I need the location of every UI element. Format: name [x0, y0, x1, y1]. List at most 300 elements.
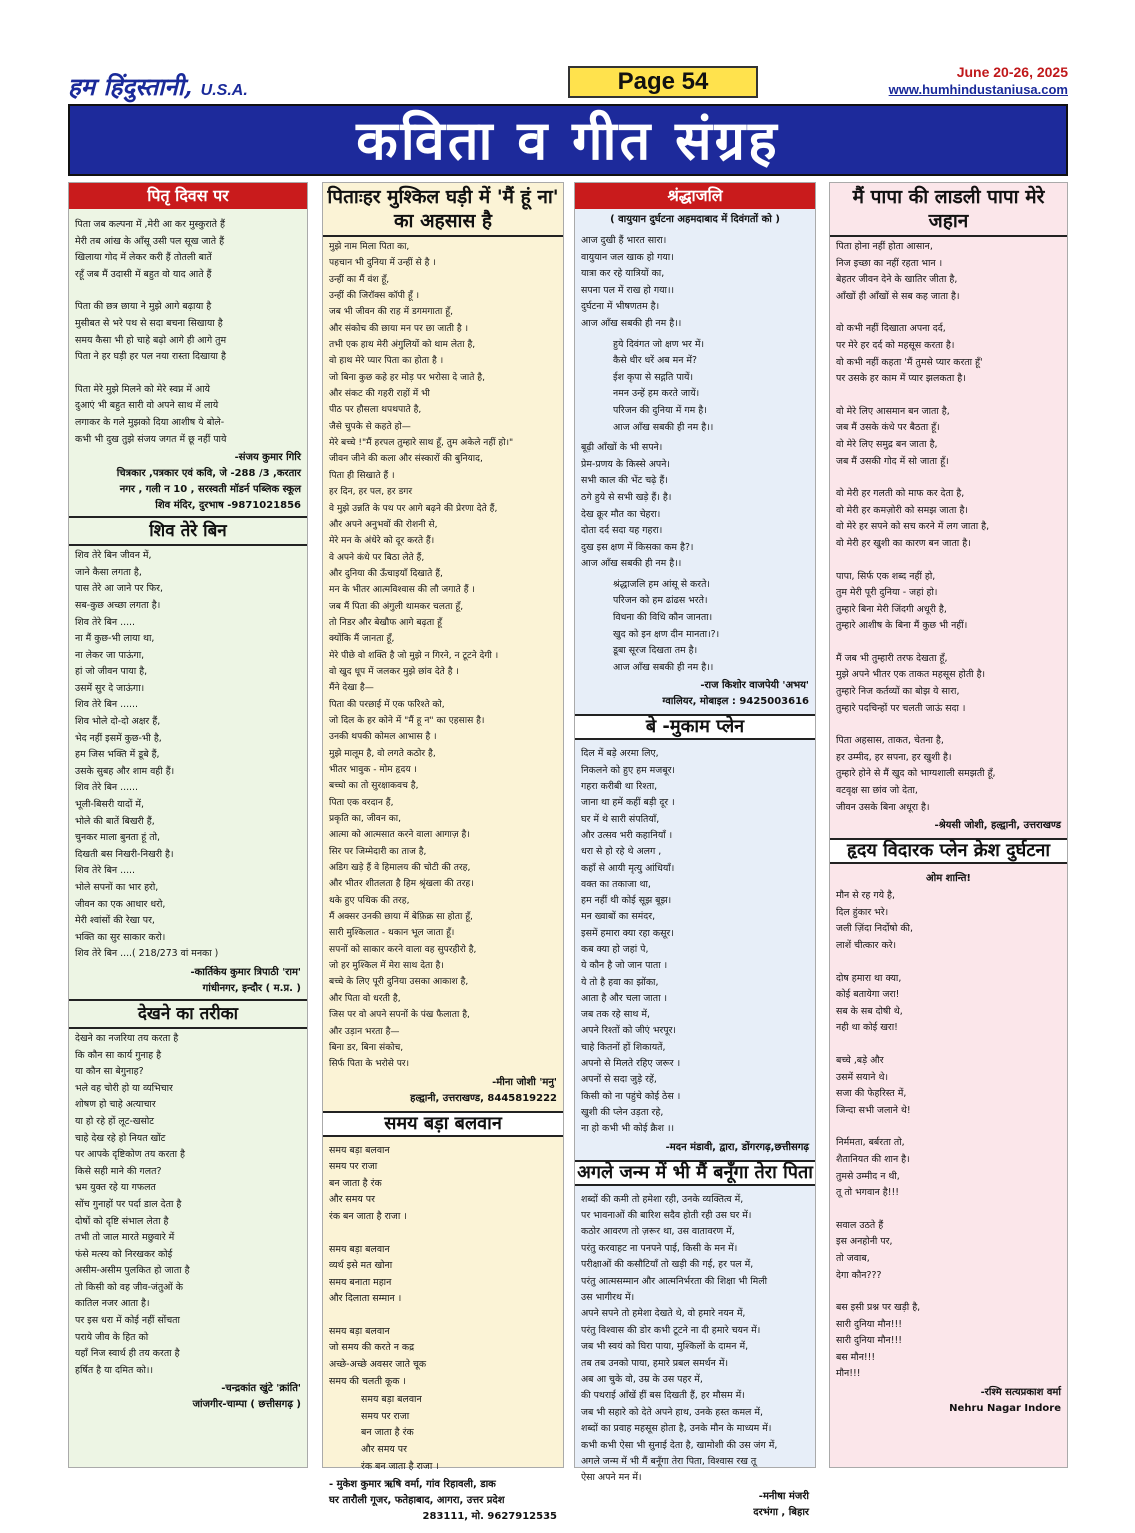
poem-line: तो निडर और बेखौफ आगे बढ़ता हूँ	[329, 617, 442, 628]
poem-line: जो हर मुश्किल में मेरा साथ देता है।	[329, 961, 444, 972]
poem-line: वटवृक्ष सा छांव जो देता,	[836, 785, 918, 797]
poem-line: उसमें सयाने थे।	[836, 1071, 888, 1083]
poem-author: -मनीषा मंजरी	[758, 1490, 809, 1502]
poem-line: तुमसे उम्मीद न थी,	[836, 1170, 900, 1182]
poem-line: दिल में बड़े अरमा लिए,	[581, 748, 659, 760]
poem-line: दुर्घटना में भीषणतम है।	[581, 301, 660, 313]
poem-line: खुद को इन क्षण दीन मानता।?।	[613, 628, 720, 640]
stanza-gap	[329, 1308, 557, 1324]
poem-line: तुम्हारे निज कर्तव्यों का बोझ ये सारा,	[836, 686, 960, 698]
author-place: दरभंगा , बिहार	[753, 1506, 809, 1518]
poem-line: पिता ने हर घड़ी हर पल नया रास्ता दिखाया है	[75, 351, 226, 363]
poem-line: जाने कैसा लगता है,	[75, 566, 142, 578]
poem-line: पिता एक वरदान हैं,	[329, 797, 394, 808]
poem-line: भले वह चोरी हो या व्यभिचार	[75, 1082, 173, 1094]
poem-line: परीक्षाओं की कसौटियाँ तो खड़ी की गई, हर पल में,	[581, 1259, 754, 1271]
poem-line: देगा कौन???	[836, 1269, 882, 1281]
poem-title: देखने का तरीका	[69, 999, 307, 1029]
top-bar	[68, 62, 1068, 100]
author-place: गांधीनगर, इन्दौर ( म.प्र. )	[202, 982, 301, 994]
poem-line: उन्हीं की जिरॉक्स कॉपी हूँ ।	[329, 291, 420, 302]
poem-line: किसे सही माने की गलत?	[75, 1165, 162, 1177]
poem-line: जो बिना कुछ कहे हर मोड़ पर भरोसा दे जाते है,	[329, 372, 486, 383]
poem-line: हर्षित है या दमित को।।	[75, 1364, 154, 1376]
poem-line: लाशें चीत्कार करे।	[836, 940, 897, 951]
poem-line: भीतर भावुक - मोम हृदय ।	[329, 765, 417, 775]
poem-line: शैतानियत की शान है।	[836, 1153, 910, 1165]
issue-date: June 20-26, 2025	[956, 64, 1068, 80]
poem-line: मुझे नाम मिला पिता का,	[329, 242, 410, 252]
poem-line: तुम मेरी पूरी दुनिया - जहां हो।	[836, 587, 938, 599]
poem-line: परंतु करवाहट ना पनपने पाई, किसी के मन में।	[581, 1242, 738, 1254]
poem-line: फंसे मत्स्य को निरखकर कोई	[75, 1248, 173, 1260]
poem-line: जली ज़िंदा निर्दोषो की,	[836, 923, 913, 935]
poem-line: और संकट की गहरी राहों में भी	[329, 389, 430, 400]
poem-line: शिव तेरे बिन ....( 218/273 वां मनका )	[75, 948, 219, 960]
poem-line: दिखती बस निखरी-निखरी है।	[75, 848, 174, 860]
poem-title: अगले जन्म में भी मैं बनूँगा तेरा पिता	[575, 1160, 815, 1186]
poem-line: भोले की बातें बिखरी हैं,	[75, 815, 155, 827]
poem-line: ना हो कभी भी कोई क्रैश ।।	[581, 1123, 675, 1135]
poem-line: अपनो से मिलते रहिए जरूर ।	[581, 1058, 681, 1070]
poem-title: श्रंद्धाजलि	[575, 183, 815, 209]
poem-line: जब मैं उसकी गोद में सो जाता हूँ।	[836, 455, 949, 467]
author-place: Nehru Nagar Indore	[949, 1403, 1061, 1415]
poem-line: मन ख्वाबों का समंदर,	[581, 911, 656, 923]
poem-line: पहचान भी दुनिया में उन्हीं से है ।	[329, 258, 436, 269]
poem-line: हम नहीं थी कोई सूझ बूझ।	[581, 895, 672, 907]
poem-line: मौन!!!	[836, 1368, 861, 1380]
poem-line: हम जिस भक्ति में डूबे हैं,	[75, 749, 160, 761]
poem-line: दिल हुंकार भरे।	[836, 906, 889, 918]
poem-line: मैं जब भी तुम्हारी तरफ देखता हूँ,	[836, 652, 948, 664]
poem-line: पीठ पर हौसला थपथपाते है,	[329, 405, 422, 416]
poem-line: जीवन का एक आधार धरो,	[75, 898, 166, 910]
poem-title: बे -मुकाम प्लेन	[575, 714, 815, 740]
poem-line: तब तब उनको पाया, हमारे प्रबल समर्थन में।	[581, 1357, 729, 1369]
poem-author: -मीना जोशी 'मनु'	[492, 1076, 557, 1088]
stanza-gap	[836, 470, 1061, 486]
poem-line: पिता ही सिखाते हैं ।	[329, 470, 395, 481]
poem-line: शिव तेरे बिन .....	[75, 865, 136, 877]
poem-line: और दिलाता सम्मान ।	[329, 1293, 402, 1305]
poem-author: -चन्द्रकांत खुंटे 'क्रांति'	[221, 1383, 301, 1395]
poem-line: पिता की छत्र छाया ने मुझे आगे बढ़ाया है	[75, 301, 212, 313]
poem-line: जिस पर वो अपने सपनों के पंख फैलाता है,	[329, 1010, 470, 1021]
poem-line: मेरे पीछे वो शक्ति है जो मुझे न गिरने, न टूटने देगी ।	[329, 650, 499, 661]
author-credit: 283111, मो. 9627912535	[422, 1511, 557, 1523]
poem-body	[323, 1141, 563, 1393]
poem-line: और उत्सव भरी कहानियाँ ।	[581, 829, 673, 841]
poem-line: बिना डर, बिना संकोच,	[329, 1042, 404, 1053]
poem-line: लगाकर के गले मुझको दिया आशीष ये बोले-	[75, 416, 225, 428]
stanza-gap	[75, 366, 301, 382]
poem-line: जाना था हमें कहीं बड़ी दूर ।	[581, 797, 675, 809]
poem-line: इस अनहोनी पर,	[836, 1236, 893, 1248]
author-place: हल्द्वानी, उत्तराखण्ड, 8445819222	[410, 1092, 557, 1104]
author-credit: - मुकेश कुमार ऋषि वर्मा, गांव रिहावली, डाक	[329, 1479, 496, 1491]
poem-body	[69, 546, 307, 965]
stanza-gap	[836, 1202, 1061, 1218]
poem-line: नमन उन्हें हम करते जायें।	[613, 388, 700, 400]
poem-line: जब भी जीवन की राह में डगमगाता हूँ,	[329, 307, 453, 318]
poem-line: निर्ममता, बर्बरता तो,	[836, 1137, 905, 1149]
column-4	[829, 182, 1068, 1468]
stanza-gap	[836, 305, 1061, 321]
poem-line: आत्मा को आत्मसात करने वाला आगाज़ है।	[329, 830, 470, 841]
poem-line: परंतु विश्वास की डोर कभी टूटने ना दी हमारे चयन में।	[581, 1324, 761, 1336]
stanza-gap	[836, 955, 1061, 971]
poem-line: कब क्या हो जहां पे,	[581, 944, 649, 955]
poem-line: जब मैं पिता की अंगुली थामकर चलता हूँ,	[329, 601, 464, 612]
poem-line: सोंच गुनाहों पर पर्दा डाल देता है	[75, 1198, 182, 1210]
poem-line: यहाँ निज स्वार्थ ही तय करता है	[75, 1348, 180, 1360]
poem-line: तुम्हारे बिना मेरी जिंदगी अधूरी है,	[836, 603, 947, 615]
poem-line: क्योंकि मैं जानता हूँ,	[329, 634, 395, 645]
poem-title: मैं पापा की लाडली पापा मेरे जहान	[830, 183, 1067, 237]
poem-line: पास तेरे आ जाने पर फिर,	[75, 583, 163, 595]
poem-line: ईश कृपा से सद्गति पायें।	[613, 371, 694, 383]
poem-line: या हो रहे हों लूट-खसोट	[75, 1115, 155, 1127]
poem-line: मुसीबत से भरे पथ से सदा बचना सिखाया है	[75, 317, 223, 329]
poem-line: उन्हीं का मैं वंश हूँ,	[329, 274, 390, 285]
poem-line: भोले सपनों का भार हरो,	[75, 882, 159, 893]
poem-line: पर भावनाओं की बारिश सदैव होती रही उस घर में।	[581, 1209, 752, 1221]
column-1	[68, 182, 308, 1468]
poem-line: ना लेकर जा पाऊंगा,	[75, 649, 145, 661]
poem-line: चुनकर माला बुनता हूं तो,	[75, 832, 160, 844]
poem-line: दोषों को दृष्टि संभाल लेता है	[75, 1215, 169, 1227]
poem-line: आँखों ही आँखों से सब कह जाता है।	[836, 290, 960, 302]
poem-line: और अपने अनुभवों की रोशनी से,	[329, 519, 438, 530]
author-credit: घर तारौली गूजर, फतेहाबाद, आगरा, उत्तर प्रदेश	[329, 1495, 505, 1507]
poem-line: आज आँख सबकी ही नम है।।	[581, 317, 682, 329]
page-number: Page 54	[568, 66, 758, 98]
poem-line: वो कभी नहीं कहता 'मैं तुमसे प्यार करता हूँ'	[836, 356, 983, 368]
poem-line: उनकी थपकी कोमल आभास है ।	[329, 732, 437, 743]
poem-title: हृदय विदारक प्लेन क्रेश दुर्घटना	[830, 838, 1067, 864]
poem-line: रहूँ जब मैं उदासी में बहुत वो याद आते हैं	[75, 268, 212, 280]
poem-line: समय बड़ा बलवान	[329, 1325, 390, 1337]
poem-line: जीवन जीने की कला और संस्कारों की बुनियाद,	[329, 454, 483, 465]
poem-line: कि कौन सा कार्य गुनाह है	[75, 1049, 162, 1061]
poem-line: वो कभी नहीं दिखाता अपना दर्द,	[836, 323, 946, 335]
poem-line: चाहे कितनों हों शिकायतें,	[581, 1041, 666, 1053]
poem-line: भ्रम युक्त रहे या गफलत	[75, 1182, 156, 1194]
poem-line: वक्त का तकाजा था,	[581, 878, 651, 890]
poem-line: घर में थे सारी संपतियाँ,	[581, 813, 660, 825]
poem-line: वो मेरी हर गलती को माफ कर देता है,	[836, 488, 965, 500]
poem-line: पिता जब कल्पना में ,मेरी आ कर मुस्कुराते हैं	[75, 219, 225, 230]
poem-line: जो समय की करते न कद्र	[329, 1342, 415, 1354]
poem-line: सिर्फ पिता के भरोसे पर।	[329, 1059, 410, 1070]
poem-line: बस मौन!!!	[836, 1351, 876, 1363]
poem-line: वो मेरे लिए समुद्र बन जाता है,	[836, 438, 938, 450]
poem-line: मेरी तब आंख के आँसू उसी पल सूख जाते हैं	[75, 235, 225, 247]
poem-line: मैं अक्सर उनकी छाया में बेफ़िक्र सा होता हूँ,	[329, 912, 473, 923]
stanza-gap	[75, 283, 301, 299]
author-credit: चित्रकार ,पत्रकार एवं कवि, जे -288 /3 ,करतार	[116, 468, 301, 480]
poem-line: खिलाया गोद में लेकर करी हैं तोतली बातें	[75, 252, 212, 264]
poem-line: पिता होना नहीं होता आसान,	[836, 241, 933, 252]
poem-body	[830, 237, 1067, 818]
poem-line: जैसे चुपके से कहते हो—	[329, 421, 411, 432]
poem-line: समय बड़ा बलवान	[361, 1394, 422, 1406]
poem-line: सभी काल की भेंट चढ़े हैं।	[581, 475, 668, 487]
poem-line: सारी दुनिया मौन!!!	[836, 1335, 902, 1347]
poem-line: अपने रिश्तों को जीएं भरपूर।	[581, 1025, 676, 1037]
poem-line: सजा की फेहरिस्त में,	[836, 1088, 907, 1100]
poem-line: वो मेरे हर सपने को सच करने में लग जाता है,	[836, 521, 990, 533]
poem-line: वो हाथ मेरे प्यार पिता का होता है ।	[329, 356, 444, 367]
poem-line: पापा, सिर्फ एक शब्द नहीं हो,	[836, 570, 936, 582]
poem-line: श्रंद्धाजलि हम आंसू से करते।	[613, 578, 710, 590]
poem-author: -रश्मि सत्यप्रकाश वर्मा	[980, 1387, 1061, 1399]
poem-line: नही था कोई खरा!	[836, 1022, 898, 1034]
poem-line: बूढ़ी आँखों के भी सपने।	[581, 442, 663, 454]
poem-line: मेरे बच्चे !"मैं हरपल तुम्हारे साथ हूँ, तुम अकेले नहीं हो।"	[329, 438, 514, 449]
poem-line: वो मेरी हर खुशी का कारण बन जाता है।	[836, 537, 971, 549]
poem-line: आज आँख सबकी ही नम है।।	[613, 661, 714, 673]
stanza-gap	[836, 635, 1061, 651]
poem-line: प्रकृति का, जीवन का,	[329, 814, 402, 825]
poem-line: शब्दों का प्रवाह महसूस होता है, उनके मौन के माध्यम में।	[581, 1423, 772, 1435]
poem-line: शिव तेरे बिन ......	[75, 699, 138, 711]
poem-line: वो मेरे लिए आसमान बन जाता है,	[836, 405, 950, 417]
section-banner: कविता व गीत संग्रह	[68, 104, 1068, 176]
poem-line: कभी भी दुख तुझे संजय जगत में छू नहीं पाये	[75, 433, 227, 445]
poem-line: और संकोच की छाया मन पर छा जाती है ।	[329, 323, 469, 334]
poem-line: निकलने को हुए हम मजबूर।	[581, 764, 675, 776]
poem-line: और दुनिया की ऊँचाइयाँ दिखाते हैं,	[329, 568, 443, 579]
poem-line: पर आपके दृष्टिकोण तय करता है	[75, 1149, 186, 1161]
poem-line: कहाँ से आयी मृत्यु आंधियाँ।	[581, 862, 675, 874]
poem-line: तुम्हारे आशीष के बिना मैं कुछ भी नहीं।	[836, 620, 968, 632]
poem-body	[575, 227, 815, 335]
poem-body	[575, 438, 815, 575]
poem-line: बच्चे ,बड़े और	[836, 1054, 884, 1066]
poem-line: वे अपने कंधे पर बिठा लेते हैं,	[329, 552, 425, 563]
poem-line: परंतु आत्मसम्मान और आत्मनिर्भरता की शिक्षा भी मिली	[581, 1275, 768, 1287]
poem-line: अगले जन्म में भी मैं बनूँगा तेरा पिता, विश्वास रख तू	[581, 1456, 757, 1468]
poem-line: हर उम्मीद, हर सपना, हर खुशी है।	[836, 751, 952, 763]
poem-line: दोता दर्द सदा यह गहरा।	[581, 525, 663, 537]
website-link[interactable]: www.humhindustaniusa.com	[888, 82, 1068, 97]
poem-line: हर दिन, हर पल, हर डगर	[329, 487, 413, 498]
poem-line: अच्छे-अच्छे अवसर जाते चूक	[329, 1359, 427, 1371]
author-place: जांजगीर-चाम्पा ( छत्तीसगढ़ )	[192, 1399, 301, 1411]
author-place: ग्वालियर, मोबाइल : 9425003616	[662, 696, 809, 708]
poem-author: -मदन मंडावी, द्वारा, डोंगरगढ़,छत्तीसगढ़	[665, 1141, 809, 1153]
poem-line: बच्चो का तो सुरक्षाकवच है,	[329, 781, 419, 792]
poem-line: ये तो है हवा का झोंका,	[581, 976, 659, 988]
poem-line: आता है और चला जाता ।	[581, 992, 668, 1004]
poem-line: जब मैं उसके कंधे पर बैठता हूँ।	[836, 422, 940, 434]
poem-line: खुशी की प्लेन उड़ता रहे,	[581, 1106, 664, 1118]
poem-line: सवाल उठते हैं	[836, 1219, 884, 1231]
poem-line: भक्ति का सुर साकार करो।	[75, 931, 166, 943]
poem-line: रंक बन जाता है राजा ।	[361, 1460, 439, 1472]
poem-line: मन के भीतर आत्मविश्वास की लौ जगाते हैं ।	[329, 585, 475, 596]
poem-line: समय पर राजा	[329, 1161, 378, 1173]
poem-line: सब के सब दोषी थे,	[836, 1005, 903, 1017]
poem-line: सपना पल में राख हो गया।।	[581, 284, 675, 296]
poem-line: निज इच्छा का नहीं रहता भान ।	[836, 257, 943, 269]
poem-line: और समय पर	[361, 1444, 407, 1456]
poem-line: ऐसा अपने मन में।	[581, 1472, 642, 1484]
poem-line: वायुयान जल खाक हो गया।	[581, 251, 674, 263]
poem-line: आज दुखी हैं भारत सारा।	[581, 235, 667, 246]
poem-line: सिर पर जिम्मेदारी का ताज है,	[329, 846, 427, 857]
poem-line: डूबा सूरज दिखता तम है।	[613, 645, 698, 657]
poem-line: प्रेम-प्रणय के किस्से अपने।	[581, 458, 670, 470]
poem-line: इसमें हमारा क्या रहा कसूर।	[581, 927, 674, 939]
poem-line: पर उसके हर काम में प्यार झलकता है।	[836, 373, 966, 385]
poem-line: किसी को ना पहुंचे कोई ठेस ।	[581, 1090, 681, 1102]
poem-author: -संजय कुमार गिरि	[234, 452, 301, 464]
poem-line: व्यर्थ इसे मत खोना	[329, 1260, 393, 1272]
poem-line: पिता मेरे मुझे मिलने को मेरे स्वप्न में आये	[75, 383, 210, 395]
poem-author: -राज किशोर वाजपेयी 'अभय'	[700, 680, 809, 692]
poem-line: शब्दों की कमी तो हमेशा रही, उनके व्यक्तित्व में,	[581, 1193, 744, 1205]
poem-author: -श्रेयसी जोशी, हल्द्वानी, उत्तराखण्ड	[934, 820, 1061, 832]
poem-line: और भीतर शीतलता है हिम श्रृंखला की तरह।	[329, 879, 474, 890]
poem-line: शिव तेरे बिन ......	[75, 782, 138, 794]
poem-line: थके हुए पथिक की तरह,	[329, 895, 410, 906]
poem-line: समय पर राजा	[361, 1410, 410, 1422]
poem-line: यात्रा कर रहे यात्रियों का,	[581, 268, 665, 280]
poem-line: अडिग खड़े हैं वे हिमालय की चोटी की तरह,	[329, 863, 471, 874]
poem-line: शोषण हो चाहे अत्याचार	[75, 1099, 156, 1111]
poem-line: उस भागीरथ में।	[581, 1292, 635, 1303]
poem-subtitle: ओम शान्ति!	[925, 873, 971, 885]
poem-line: देख क्रूर मौत का चेहरा।	[581, 508, 661, 520]
poem-line: कैसे धीर धरें अब मन में?	[613, 355, 697, 367]
poem-line: विधना की विधि कौन जानता।	[613, 612, 713, 624]
poem-line: सारी मुश्किलात - थकान भूल जाता हूँ।	[329, 928, 455, 939]
poem-line: कभी कभी ऐसा भी सुनाई देता है, खामोशी की उस जंग में,	[581, 1439, 778, 1451]
poem-title: समय बड़ा बलवान	[323, 1111, 563, 1137]
poem-line: ये कौन है जो जान पाता ।	[581, 960, 668, 972]
poem-line: तुम्हारे पदचिन्हों पर चलती जाऊं सदा ।	[836, 702, 966, 714]
stanza-gap	[836, 1119, 1061, 1135]
poem-line: दुआएं भी बहुत सारी वो अपने साथ में लाये	[75, 400, 219, 412]
poem-line: हुये दिवंगत जो क्षण भर में।	[613, 338, 705, 350]
poem-line: गहरा करीबी था रिश्ता,	[581, 781, 658, 793]
poem-body-indented	[575, 335, 815, 439]
poem-line: जिन्दा सभी जलाने थे!	[836, 1104, 911, 1116]
stanza-gap	[836, 553, 1061, 569]
poem-line: तभी एक हाथ मेरी अंगुलियों को थाम लेता है,	[329, 340, 476, 351]
poem-line: सपनों को साकार करने वाला वह सुपरहीरो है,	[329, 944, 477, 955]
poem-line: वो मेरी हर कमज़ोरी को समझ जाता है।	[836, 504, 968, 516]
poem-line: कठोर आवरण तो ज़रूर था, उस वातावरण में,	[581, 1226, 735, 1238]
poem-line: पिता अहसास, ताकत, चेतना है,	[836, 735, 944, 747]
poem-line: परिजन की दुनिया में गम है।	[613, 404, 707, 416]
poem-line: समय बड़ा बलवान	[329, 1144, 390, 1156]
poem-title: शिव तेरे बिन	[69, 516, 307, 546]
poem-line: देखने का नजरिया तय करता है	[75, 1032, 179, 1044]
poem-line: उसके सुबह और शाम वही हैं।	[75, 765, 175, 777]
poem-line: परिजन को हम ढांढस भरते।	[613, 595, 708, 607]
poem-line: समय की चलती कूक ।	[329, 1375, 406, 1387]
poem-line: उसमें सुर दे जाऊंगा।	[75, 682, 145, 694]
poem-line: तभी तो जाल मारते मछुवारे में	[75, 1232, 175, 1244]
poem-line: ठगे हुये से सभी खड़े हैं। है।	[581, 491, 672, 503]
stanza-gap	[836, 388, 1061, 404]
poem-line: अपनों से सदा जुड़े रहें,	[581, 1074, 657, 1086]
poem-line: आज आँख सबकी ही नम है।।	[613, 421, 714, 433]
poem-body	[323, 237, 563, 1075]
poem-author: -कार्तिकेय कुमार त्रिपाठी 'राम'	[190, 966, 301, 978]
poem-line: वो खुद धूप में जलकर मुझे छांव देते है ।	[329, 666, 459, 677]
poem-title: पिताःहर मुश्किल घड़ी में 'मैं हूं ना' का अहसास है	[323, 183, 563, 237]
poem-body	[575, 1190, 815, 1489]
poem-line: असीम-असीम पुलकित हो जाता है	[75, 1265, 190, 1277]
poem-line: कातिल नजर आता है।	[75, 1298, 150, 1310]
poem-subtitle: ( वायुयान दुर्घटना अहमदाबाद में दिवंगतों को )	[610, 214, 780, 225]
poem-body	[69, 209, 307, 450]
author-credit: नगर , गली न 10 , सरस्वती मॉडर्न पब्लिक स्कूल	[119, 484, 301, 496]
poem-line: अपने सपने तो हमेशा देखते थे, वो हमारे नयन में,	[581, 1308, 746, 1320]
poem-line: समय बड़ा बलवान	[329, 1243, 390, 1255]
poem-line: बन जाता है रंक	[361, 1427, 414, 1439]
poem-line: अब आ चुके वो, उम्र के उस पहर में,	[581, 1374, 703, 1386]
poem-line: और समय पर	[329, 1194, 375, 1206]
poem-line: हां जो जीवन पाया है,	[75, 666, 148, 678]
poem-line: तुम्हारे होने से मैं खुद को भाग्यशाली समझती हूँ,	[836, 768, 996, 780]
poem-line: तो किसी को वह जीव-जंतुओं के	[75, 1281, 183, 1293]
poem-line: पर इस धरा में कोई नहीं सोंचता	[75, 1315, 180, 1327]
poem-line: दोष हमारा था क्या,	[836, 972, 902, 984]
poem-line: बेहतर जीवन देने के खातिर जीता है,	[836, 274, 958, 286]
poem-line: दुख इस क्षण में किसका कम है?।	[581, 541, 694, 553]
column-3	[574, 182, 816, 1518]
poem-line: धरा से हो रहे थे अलग ,	[581, 846, 662, 858]
poem-line: जब भी स्वयं को घिरा पाया, मुश्किलों के दामन में,	[581, 1341, 749, 1353]
stanza-gap	[836, 717, 1061, 733]
poem-line: समय कैसा भी हो चाहे बढ़ो आगे ही आगे तुम	[75, 334, 227, 346]
poem-line: बन जाता है रंक	[329, 1177, 382, 1189]
poem-line: रंक बन जाता है राजा ।	[329, 1210, 407, 1222]
poem-body	[575, 744, 815, 1139]
poem-line: चाहे देख रहे हो नियत खोंट	[75, 1132, 166, 1144]
poem-line: सारी दुनिया मौन!!!	[836, 1318, 902, 1330]
poem-line: बच्चे के लिए पूरी दुनिया उसका आकाश है,	[329, 977, 469, 988]
poem-line: या कौन सा बेगुनाह?	[75, 1066, 144, 1078]
poem-line: पर मेरे हर दर्द को महसूस करता है।	[836, 339, 955, 351]
poem-line: मैंने देखा है—	[329, 683, 374, 694]
poem-line: ना मैं कुछ-भी लाया था,	[75, 633, 155, 645]
poem-line: शिव तेरे बिन .....	[75, 616, 136, 628]
poem-line: शिव तेरे बिन जीवन में,	[75, 550, 152, 562]
masthead: हम हिंदुस्तानी, U.S.A.	[68, 72, 248, 101]
poem-line: और पिता वो धरती है,	[329, 993, 401, 1004]
poem-body-indented	[323, 1392, 563, 1477]
author-credit: शिव मंदिर, दुरभाष -9871021856	[155, 500, 301, 512]
poem-line: सब-कुछ अच्छा लगता है।	[75, 599, 161, 611]
poem-line: की पथराई आँखें हीं बस दिखती हैं, हर मौसम में।	[581, 1390, 745, 1402]
poem-line: तो जवाब,	[836, 1252, 870, 1264]
poem-line: वे मुझे उन्नति के पथ पर आगे बढ़ने की प्रेरणा देते हैं,	[329, 503, 498, 514]
poem-line: मेरे मन के अंधेरे को दूर करते हैं।	[329, 536, 435, 547]
column-2	[322, 182, 564, 1523]
poem-line: पराये जीव के हित को	[75, 1331, 149, 1343]
poem-line: शिव भोले दो-दो अक्षर हैं,	[75, 716, 161, 728]
poem-line: जो दिल के हर कोने में "मैं हू न" का एहसास है।	[329, 715, 485, 726]
poem-body	[830, 886, 1067, 1385]
stanza-gap	[836, 1037, 1061, 1053]
